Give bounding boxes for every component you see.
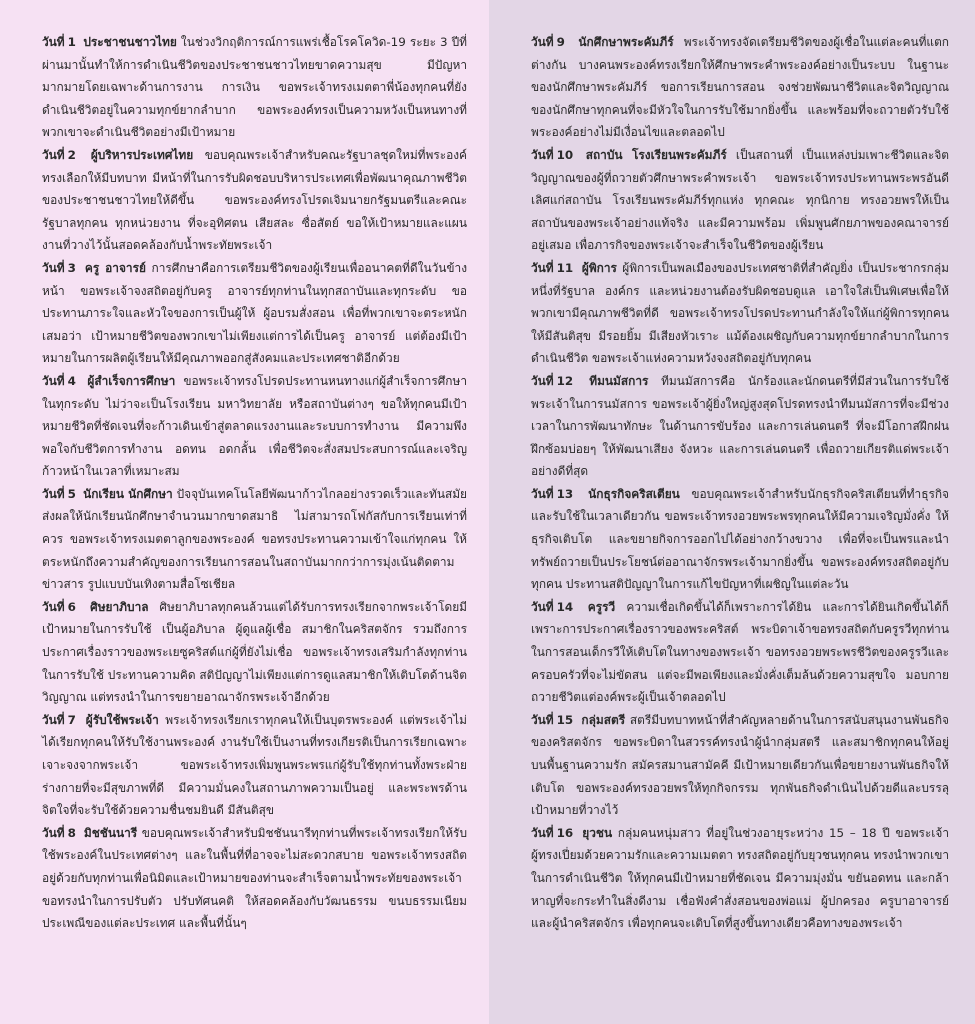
entry-body: ขอบคุณพระเจ้าสำหรับมิชชันนารีทุกท่านที่พระเจ้าทรงเรียกให้รับใช้พระองค์ในประเทศต่างๆ และในพื้นที่ที่อาจจะไม่สะดวกสบาย ขอพระเจ้าทรงสถิตอยู่ด้วยกับทุกท่านเพื่อนิมิตและเป้าหมายของท่านจะสำเร็จตามน้ำพระทัยของพระเจ้า ขอทรงนำในการปรับตัว ปรับทัศนคติ ให้สอดคล้องกับวัฒนธรรม ขนบธรรมเนียมประเพณีของแต่ละประเทศ และพื้นที่นั้นๆ: [42, 825, 467, 931]
entry-body: ปัจจุบันเทคโนโลยีพัฒนาก้าวไกลอย่างรวดเร็วและทันสมัย ส่งผลให้นักเรียนนักศึกษาจำนวนมากขาดสมาธิ ไม่สามารถโฟกัสกับการเรียนเท่าที่ควร ขอพระเจ้าทรงเมตตาลูกของพระองค์ ขอทรงประทานความเข้าใจแก่ทุกคน ให้ตระหนักถึงความสำคัญของการเรียนการสอนในสถาบันมากกว่าการมุ่งเน้นติดตามข่าวสาร รูปแบบบันเทิงตามสื่อโซเชียล: [42, 486, 468, 592]
entry-title: ประชาชนชาวไทย: [83, 35, 177, 49]
entry-title: ผู้รับใช้พระเจ้า: [85, 712, 159, 727]
entry-heading: [531, 826, 612, 840]
prayer-entry: [42, 370, 467, 483]
prayer-entry: [42, 31, 467, 144]
entry-heading: [531, 487, 680, 501]
entry-day-number: 5: [67, 486, 76, 501]
entry-body: ทีมนมัสการคือ นักร้องและนักดนตรีที่มีส่วนในการรับใช้พระเจ้าในการนมัสการ ขอพระเจ้าผู้ยิ่งใหญ่สูงสุดโปรดทรงนำทีมนมัสการที่จะมีช่วงเวลาในการพัฒนาทักษะ ในด้านการขับร้อง และการเล่นดนตรี ที่จะมีโอกาสฝึกฝน ฝึกซ้อมบ่อยๆ ให้พัฒนาเสียง จังหวะ และการเล่นดนตรี เพื่อถวายเกียรติแด่พระเจ้าอย่างดีที่สุด: [531, 373, 950, 479]
entry-heading: [42, 148, 193, 162]
entry-day-label: วันที่: [42, 260, 65, 275]
entry-day-label: วันที่: [531, 373, 554, 388]
entry-body: ในช่วงวิกฤติการณ์การแพร่เชื้อโรคโควิด-19 ระยะ 3 ปีที่ผ่านมานั้นทำให้การดำเนินชีวิตของประชาชนชาวไทยขาดความสุข มีปัญหามากมายโดยเฉพาะด้านการงาน การเงิน ขอพระเจ้าทรงเมตตาพี่น้องทุกคนที่ยังดำเนินชีวิตอยู่ในความทุกข์ยากลำบาก ขอพระองค์ทรงเป็นความหวังเป็นหนทางที่พวกเขาจะดำเนินชีวิตอย่างมีเป้าหมาย: [42, 35, 468, 140]
entry-day-number: 1: [67, 35, 76, 49]
entry-body: พระเจ้าทรงจัดเตรียมชีวิตของผู้เชื่อในแต่ละคนที่แตกต่างกัน บางคนพระองค์ทรงเรียกให้ศึกษาพระคำพระองค์อย่างเป็นระบบ ในฐานะของนักศึกษาพระคัมภีร์ ขอการเรียนการสอน จงช่วยพัฒนาชีวิตและจิตวิญญาณของนักศึกษาทุกคนที่จะมีหัวใจในการรับใช้มากยิ่งขึ้น และพร้อมที่จะถวายตัวรับใช้พระองค์อย่างไม่มีเงื่อนไขและตลอดไป: [531, 35, 950, 140]
entry-day-number: 4: [67, 373, 76, 388]
entry-title: ทีมนมัสการ: [589, 373, 649, 388]
prayer-entry: [42, 483, 467, 596]
entry-day-number: 16: [556, 825, 574, 840]
entry-day-number: 12: [556, 373, 574, 388]
entry-body: สตรีมีบทบาทหน้าที่สำคัญหลายด้านในการสนับสนุนงานพันธกิจของคริสตจักร ขอพระบิดาในสวรรค์ทรงนำผู้นำกลุ่มสตรี และสมาชิกทุกคนให้อยู่บนพื้นฐานความรัก สมัครสมานสามัคคี มีเป้าหมายเดียวกันเพื่อขยายงานพันธกิจให้เติบโต ขอพระองค์ทรงอวยพรให้ทุกกิจกรรม ทุกพันธกิจดำเนินไปด้วยดีและบรรลุเป้าหมายที่วางไว้: [531, 712, 950, 818]
entry-body: เป็นสถานที่ เป็นแหล่งบ่มเพาะชีวิตและจิตวิญญาณของผู้ที่ถวายตัวศึกษาพระคำพระเจ้า ขอพระเจ้าทรงประทานพระพรอันดีเลิศแก่สถาบัน โรงเรียนพระคัมภีร์ทุกแห่ง ทุกคณะ ทุกนิกาย ทรงอวยพรให้เป็นสถาบันของพระเจ้าอย่างแท้จริง และมีความพร้อม เพิ่มพูนศักยภาพของคณาจารย์อยู่เสมอ เพื่อภารกิจของพระเจ้าจะสำเร็จในชีวิตของผู้เรียน: [531, 147, 950, 253]
entry-day-label: วันที่: [531, 825, 554, 840]
prayer-entry: [531, 370, 949, 483]
entry-day-label: วันที่: [42, 486, 65, 501]
entry-heading: [531, 35, 674, 49]
entry-heading: [531, 374, 648, 388]
entry-title: ผู้สำเร็จการศึกษา: [87, 373, 176, 388]
prayer-entry: [42, 257, 467, 370]
entry-heading: [42, 374, 175, 388]
entry-title: นักศึกษาพระคัมภีร์: [578, 35, 674, 49]
entry-body: ความเชื่อเกิดขึ้นได้ก็เพราะการได้ยิน และการได้ยินเกิดขึ้นได้ก็เพราะการประกาศเรื่องราวของพระคริสต์ พระบิดาเจ้าขอทรงสถิตกับครูรวีทุกท่านในการสอนเด็กรวีให้เติบโตในทางของพระเจ้า ขอทรงอวยพระพรชีวิตของครูรวีและครอบครัวที่จะไม่ขัดสน แต่จะมีพอเพียงและมั่งคั่งเต็มล้นด้วยความสุขใจ มอบกายถวายชีวิตแต่องค์พระผู้เป็นเจ้าตลอดไป: [531, 599, 950, 705]
entry-body: ศิษยาภิบาลทุกคนล้วนแต่ได้รับการทรงเรียกจากพระเจ้าโดยมีเป้าหมายในการรับใช้ เป็นผู้อภิบาล ผู้ดูแลผู้เชื่อ สมาชิกในคริสตจักร รวมถึงการประกาศเรื่องราวของพระเยซูคริสต์แก่ผู้ที่ยังไม่เชื่อ ขอพระเจ้าทรงเสริมกำลังทุกท่านในการรับใช้ ประทานความคิด สติปัญญาไม่เพียงแต่การดูแลสมาชิกให้เติบโตด้านจิตวิญญาณ แต่ทรงนำในการขยายอาณาจักรพระเจ้าอีกด้วย: [42, 599, 468, 705]
prayer-entry: [531, 709, 949, 822]
entry-day-number: 9: [556, 35, 565, 49]
prayer-entry: [42, 709, 467, 822]
entry-day-number: 6: [67, 599, 76, 614]
entry-body: ผู้พิการเป็นพลเมืองของประเทศชาติที่สำคัญยิ่ง เป็นประชากรกลุ่มหนึ่งที่รัฐบาล องค์กร และหน่วยงานต้องรับผิดชอบดูแล เอาใจใส่เป็นพิเศษเพื่อให้พวกเขามีคุณภาพชีวิตที่ดี ขอพระเจ้าทรงโปรดประทานกำลังใจให้แก่ผู้พิการทุกคนให้มีสันติสุข มีรอยยิ้ม มีเสียงหัวเราะ แม้ต้องเผชิญกับความทุกข์ยากลำบากในการดำเนินชีวิต ขอพระเจ้าแห่งความหวังจงสถิตอยู่กับทุกคน: [531, 260, 949, 366]
entry-day-number: 11: [556, 260, 574, 275]
prayer-entry: [531, 31, 949, 144]
entry-title: นักเรียน นักศึกษา: [83, 486, 173, 501]
prayer-entry: [531, 822, 949, 935]
entry-title: ยุวชน: [582, 825, 613, 840]
entry-day-number: 13: [556, 486, 574, 501]
entry-heading: [42, 261, 146, 275]
entry-title: ศิษยาภิบาล: [90, 599, 149, 614]
entry-body: ขอบคุณพระเจ้าสำหรับคณะรัฐบาลชุดใหม่ที่พระองค์ทรงเลือกให้มีบทบาท มีหน้าที่ในการรับผิดชอบบริหารประเทศเพื่อพัฒนาคุณภาพชีวิตของประชาชนชาวไทยให้ดีขึ้น ขอพระองค์ทรงโปรดเจิมนายกรัฐมนตรีและคณะรัฐบาลทุกคน ทุกหน่วยงาน ที่จะอุทิศตน เสียสละ ซื่อสัตย์ ขอให้เป้าหมายและแผนงานที่วางไว้นั้นสอดคล้องกับน้ำพระทัยพระเจ้า: [42, 147, 468, 253]
entry-day-label: วันที่: [42, 825, 65, 840]
entry-title: ผู้บริหารประเทศไทย: [90, 147, 194, 162]
entry-day-label: วันที่: [531, 599, 554, 614]
entry-heading: [42, 35, 177, 49]
entry-day-number: 7: [67, 712, 76, 727]
entry-heading: [531, 600, 615, 614]
entry-day-label: วันที่: [42, 373, 65, 388]
entry-title: มิชชันนารี: [83, 825, 138, 840]
entry-day-label: วันที่: [531, 712, 554, 727]
entry-day-label: วันที่: [42, 599, 65, 614]
prayer-entry: [42, 144, 467, 257]
entry-day-label: วันที่: [531, 147, 554, 162]
entry-title: ครูรวี: [587, 599, 616, 614]
entry-day-number: 15: [556, 712, 574, 727]
entry-day-number: 10: [556, 147, 574, 162]
entry-heading: [531, 713, 625, 727]
entry-body: ขอพระเจ้าทรงโปรดประทานหนทางแก่ผู้สำเร็จการศึกษาในทุกระดับ ไม่ว่าจะเป็นโรงเรียน มหาวิทยาลัย หรือสถาบันต่างๆ ขอให้ทุกคนมีเป้าหมายชีวิตที่ชัดเจนที่จะก้าวเดินเข้าสู่ตลาดแรงงานและระบบการทำงาน มีความพึงพอใจกับชีวิตการทำงาน อดทน อดกลั้น เพื่อชีวิตจะสั่งสมประสบการณ์และเจริญก้าวหน้าในเวลาที่เหมาะสม: [42, 373, 467, 479]
prayer-entry: [531, 483, 949, 596]
entry-heading: [531, 148, 727, 162]
entry-day-number: 8: [67, 825, 76, 840]
prayer-entry: [531, 596, 949, 709]
prayer-entry: [42, 596, 467, 709]
entry-title: ผู้พิการ: [581, 260, 617, 275]
entry-day-label: วันที่: [531, 260, 554, 275]
entry-day-number: 14: [556, 599, 574, 614]
entry-body: ขอบคุณพระเจ้าสำหรับนักธุรกิจคริสเตียนที่ทำธุรกิจและรับใช้ในเวลาเดียวกัน ขอพระเจ้าทรงอวยพระพรทุกคนให้มีความเจริญมั่งคั่ง ให้ธุรกิจเติบโต และขยายกิจการออกไปได้อย่างกว้างขวาง เพื่อที่จะเป็นพรและนำทรัพย์ถวายเป็นประโยชน์ต่ออาณาจักรพระเจ้ามากยิ่งขึ้น ขอพระองค์ทรงสถิตอยู่กับทุกคน ประทานสติปัญญาในการแก้ไขปัญหาที่เผชิญในแต่ละวัน: [531, 486, 950, 592]
entry-day-label: วันที่: [42, 712, 65, 727]
entry-day-label: วันที่: [531, 35, 554, 49]
right-column: [489, 0, 975, 1024]
prayer-entry: [531, 257, 949, 370]
entry-heading: [531, 261, 617, 275]
entry-title: นักธุรกิจคริสเตียน: [588, 486, 680, 501]
entry-day-number: 3: [67, 260, 76, 275]
entry-day-label: วันที่: [42, 35, 65, 49]
entry-title: สถาบัน โรงเรียนพระคัมภีร์: [585, 147, 727, 162]
entry-heading: [42, 487, 173, 501]
prayer-entry: [531, 144, 949, 257]
entry-day-label: วันที่: [42, 147, 65, 162]
entry-body: การศึกษาคือการเตรียมชีวิตของผู้เรียนเพื่ออนาคตที่ดีในวันข้างหน้า ขอพระเจ้าจงสถิตอยู่กับครู อาจารย์ทุกท่านในทุกสถาบันและทุกระดับ ขอประทานภาระใจและหัวใจของการเป็นผู้ให้ ผู้อบรมสั่งสอน เพื่อที่พวกเขาจะตระหนักเสมอว่า เป้าหมายชีวิตของพวกเขาไม่เพียงแต่การได้เป็นครู อาจารย์ แต่ต้องมีเป้าหมายในการผลิตผู้เรียนให้มีคุณภาพออกสู่สังคมและประเทศชาติอีกด้วย: [42, 260, 467, 366]
entry-heading: [42, 600, 149, 614]
entry-day-number: 2: [67, 147, 76, 162]
prayer-entry: [42, 822, 467, 935]
entry-body: พระเจ้าทรงเรียกเราทุกคนให้เป็นบุตรพระองค์ แต่พระเจ้าไม่ได้เรียกทุกคนให้รับใช้งานพระองค์ งานรับใช้เป็นงานที่ทรงเกียรติเป็นการเรียกเฉพาะเจาะจงจากพระเจ้า ขอพระเจ้าทรงเพิ่มพูนพระพรแก่ผู้รับใช้ทุกท่านทั้งพระฝ่ายร่างกายที่จะมีสุขภาพที่ดี มีความมั่นคงในสถานภาพความเป็นอยู่ และพระพรด้านจิตใจที่จะรับใช้ด้วยความชื่นชมยินดี มีสันติสุข: [42, 712, 468, 818]
entry-heading: [42, 826, 137, 840]
entry-title: กลุ่มสตรี: [581, 712, 626, 727]
entry-heading: [42, 713, 159, 727]
entry-title: ครู อาจารย์: [84, 260, 146, 275]
entry-day-label: วันที่: [531, 486, 554, 501]
entry-body: กลุ่มคนหนุ่มสาว ที่อยู่ในช่วงอายุระหว่าง 15 – 18 ปี ขอพระเจ้าผู้ทรงเปี่ยมด้วยความรักและความเมตตา ทรงสถิตอยู่กับยุวชนทุกคน ทรงนำพวกเขาในการดำเนินชีวิต ให้ทุกคนมีเป้าหมายที่ชัดเจน มีความมุ่งมั่น ขยันอดทน และกล้าหาญที่จะกระทำในสิ่งดีงาม เชื่อฟังคำสั่งสอนของพ่อแม่ ผู้ปกครอง ครูบาอาจารย์และผู้นำคริสตจักร เพื่อทุกคนจะเติบโตที่สูงขึ้นทางเดียวคือทางของพระเจ้า: [531, 825, 950, 931]
